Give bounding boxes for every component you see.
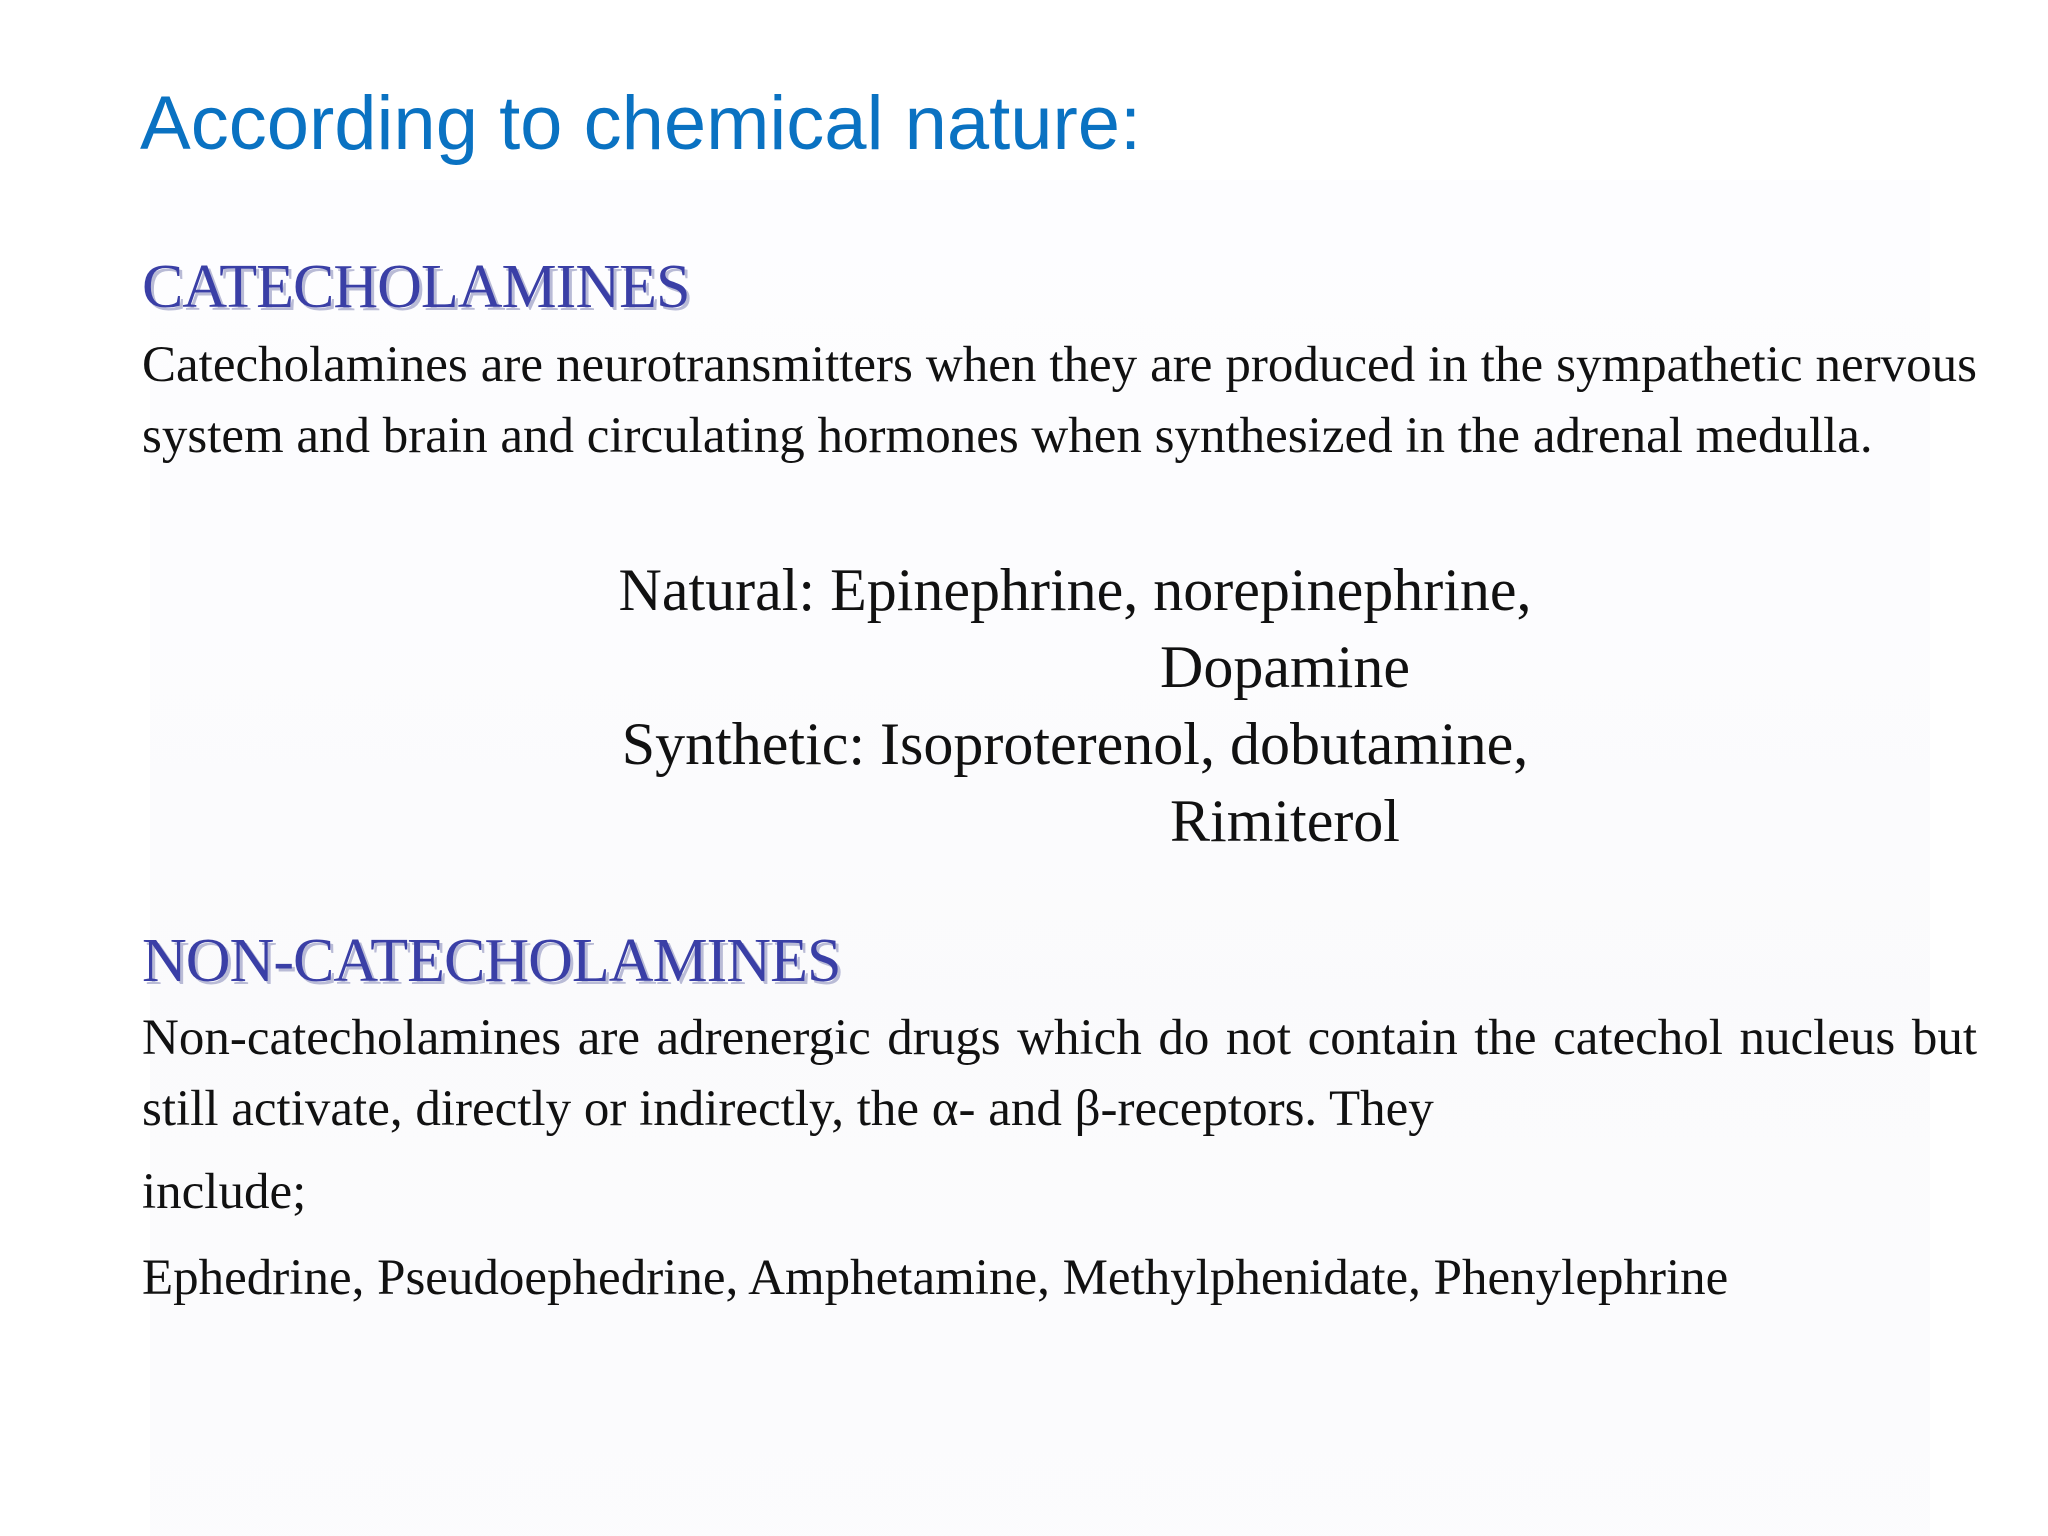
catecholamines-heading: CATECHOLAMINES	[142, 253, 690, 321]
synthetic-examples-line-1: Synthetic: Isoproterenol, dobutamine,	[621, 711, 1529, 777]
catecholamines-description: Catecholamines are neurotransmitters when they are produced in the sympathetic nervous system and brain and circulating hormones when synthesized in the adrenal medulla.	[142, 337, 1977, 464]
catecholamines-examples	[400, 552, 1750, 860]
non-catecholamines-description-end: include;	[142, 1164, 307, 1220]
non-catecholamines-heading: NON-CATECHOLAMINES	[142, 927, 841, 995]
natural-examples-line-1: Natural: Epinephrine, norepinephrine,	[618, 557, 1532, 623]
non-catecholamines-description-block	[142, 1003, 1977, 1228]
natural-examples-line-2: Dopamine	[1160, 634, 1410, 700]
synthetic-examples-line-2: Rimiterol	[1170, 788, 1400, 854]
non-catecholamines-drug-list: Ephedrine, Pseudoephedrine, Amphetamine, Methylphenidate, Phenylephrine	[142, 1250, 1729, 1306]
non-catecholamines-description: Non-catecholamines are adrenergic drugs which do not contain the catechol nucleus but still activate, directly or indirectly, the α- and β-receptors. They	[142, 1010, 1977, 1137]
slide-title: According to chemical nature:	[140, 81, 1142, 166]
